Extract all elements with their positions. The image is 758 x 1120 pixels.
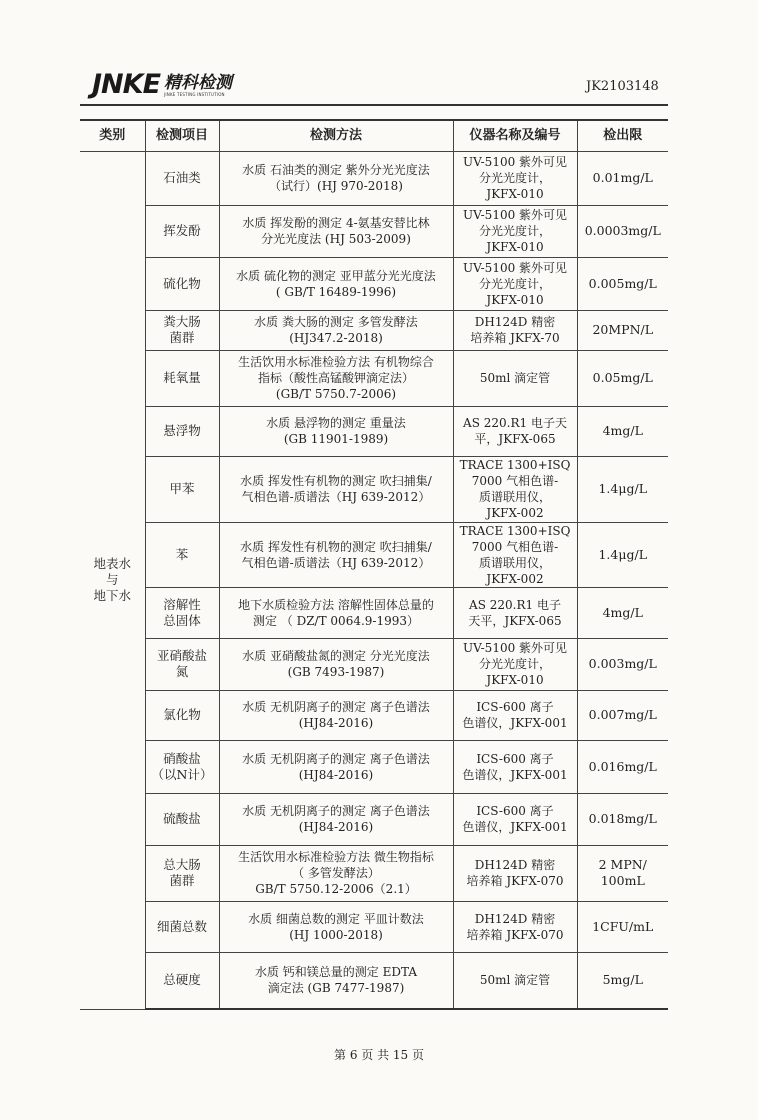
limit-cell: 5mg/L xyxy=(577,952,668,1009)
limit-cell: 20MPN/L xyxy=(577,310,668,350)
table-row xyxy=(80,151,668,205)
table-row xyxy=(80,456,668,522)
table-row xyxy=(80,793,668,845)
method-cell: 生活饮用水标准检验方法 有机物综合 指标（酸性高锰酸钾滴定法） (GB/T 5750.7-2006) xyxy=(219,350,453,406)
table-row xyxy=(80,257,668,310)
method-cell: 水质 悬浮物的测定 重量法 (GB 11901-1989) xyxy=(219,406,453,456)
item-cell: 粪大肠 菌群 xyxy=(145,310,219,350)
method-cell: 水质 无机阴离子的测定 离子色谱法 (HJ84-2016) xyxy=(219,740,453,793)
method-cell: 生活饮用水标准检验方法 微生物指标 （ 多管发酵法） GB/T 5750.12-2006（2.1） xyxy=(219,845,453,901)
column-header-item: 检测项目 xyxy=(145,120,219,151)
instrument-cell: UV-5100 紫外可见 分光光度计， JKFX-010 xyxy=(453,257,577,310)
logo-english-name: JINKE TESTING INSTITUTION xyxy=(164,92,225,97)
column-header-method: 检测方法 xyxy=(219,120,453,151)
table-row xyxy=(80,522,668,587)
company-logo xyxy=(92,69,233,100)
item-cell: 溶解性 总固体 xyxy=(145,587,219,638)
item-cell: 亚硝酸盐 氮 xyxy=(145,638,219,690)
logo-chinese-name: 精科检测 xyxy=(164,73,233,93)
page-number: 第 6 页 共 15 页 xyxy=(334,1048,424,1062)
limit-cell: 4mg/L xyxy=(577,587,668,638)
item-cell: 总大肠 菌群 xyxy=(145,845,219,901)
method-cell: 水质 钙和镁总量的测定 EDTA 滴定法 (GB 7477-1987) xyxy=(219,952,453,1009)
method-cell: 水质 粪大肠的测定 多管发酵法 (HJ347.2-2018) xyxy=(219,310,453,350)
instrument-cell: DH124D 精密 培养箱 JKFX-070 xyxy=(453,845,577,901)
report-number: JK2103148 xyxy=(586,79,659,94)
limit-cell: 0.0003mg/L xyxy=(577,205,668,257)
limit-cell: 2 MPN/ 100mL xyxy=(577,845,668,901)
instrument-cell: ICS-600 离子 色谱仪，JKFX-001 xyxy=(453,690,577,740)
column-header-limit: 检出限 xyxy=(577,120,668,151)
table-row xyxy=(80,406,668,456)
limit-cell: 1.4μg/L xyxy=(577,456,668,522)
item-cell: 总硬度 xyxy=(145,952,219,1009)
table-row xyxy=(80,587,668,638)
instrument-cell: DH124D 精密 培养箱 JKFX-70 xyxy=(453,310,577,350)
method-cell: 水质 挥发酚的测定 4-氨基安替比林 分光光度法 (HJ 503-2009) xyxy=(219,205,453,257)
header-divider xyxy=(80,104,668,106)
item-cell: 硫化物 xyxy=(145,257,219,310)
limit-cell: 0.016mg/L xyxy=(577,740,668,793)
category-cell: 地表水 与 地下水 xyxy=(80,151,145,1009)
instrument-cell: DH124D 精密 培养箱 JKFX-070 xyxy=(453,901,577,952)
method-cell: 地下水质检验方法 溶解性固体总量的 测定 （ DZ/T 0064.9-1993） xyxy=(219,587,453,638)
item-cell: 悬浮物 xyxy=(145,406,219,456)
method-cell: 水质 挥发性有机物的测定 吹扫捕集/ 气相色谱-质谱法（HJ 639-2012） xyxy=(219,522,453,587)
limit-cell: 0.05mg/L xyxy=(577,350,668,406)
instrument-cell: UV-5100 紫外可见 分光光度计， JKFX-010 xyxy=(453,151,577,205)
instrument-cell: AS 220.R1 电子 天平，JKFX-065 xyxy=(453,587,577,638)
method-cell: 水质 亚硝酸盐氮的测定 分光光度法 (GB 7493-1987) xyxy=(219,638,453,690)
method-cell: 水质 无机阴离子的测定 离子色谱法 (HJ84-2016) xyxy=(219,793,453,845)
limit-cell: 0.01mg/L xyxy=(577,151,668,205)
table-header-row xyxy=(80,120,668,151)
table-row xyxy=(80,901,668,952)
table-row xyxy=(80,205,668,257)
table-row xyxy=(80,310,668,350)
limit-cell: 1CFU/mL xyxy=(577,901,668,952)
method-cell: 水质 硫化物的测定 亚甲蓝分光光度法 ( GB/T 16489-1996) xyxy=(219,257,453,310)
table-row xyxy=(80,638,668,690)
limit-cell: 1.4μg/L xyxy=(577,522,668,587)
table-row xyxy=(80,845,668,901)
instrument-cell: UV-5100 紫外可见 分光光度计， JKFX-010 xyxy=(453,205,577,257)
item-cell: 耗氧量 xyxy=(145,350,219,406)
logo-mark: JNKE xyxy=(92,69,161,100)
column-header-instrument: 仪器名称及编号 xyxy=(453,120,577,151)
method-cell: 水质 挥发性有机物的测定 吹扫捕集/ 气相色谱-质谱法（HJ 639-2012） xyxy=(219,456,453,522)
instrument-cell: TRACE 1300+ISQ 7000 气相色谱- 质谱联用仪， JKFX-002 xyxy=(453,522,577,587)
limit-cell: 0.003mg/L xyxy=(577,638,668,690)
table-row xyxy=(80,350,668,406)
table-row xyxy=(80,740,668,793)
table-row xyxy=(80,952,668,1009)
item-cell: 甲苯 xyxy=(145,456,219,522)
method-cell: 水质 细菌总数的测定 平皿计数法 (HJ 1000-2018) xyxy=(219,901,453,952)
column-header-category: 类别 xyxy=(80,120,145,151)
instrument-cell: ICS-600 离子 色谱仪，JKFX-001 xyxy=(453,793,577,845)
item-cell: 细菌总数 xyxy=(145,901,219,952)
limit-cell: 4mg/L xyxy=(577,406,668,456)
method-cell: 水质 石油类的测定 紫外分光光度法 （试行）(HJ 970-2018) xyxy=(219,151,453,205)
instrument-cell: ICS-600 离子 色谱仪，JKFX-001 xyxy=(453,740,577,793)
item-cell: 硫酸盐 xyxy=(145,793,219,845)
instrument-cell: 50ml 滴定管 xyxy=(453,952,577,1009)
item-cell: 硝酸盐 （以N计） xyxy=(145,740,219,793)
limit-cell: 0.005mg/L xyxy=(577,257,668,310)
instrument-cell: UV-5100 紫外可见 分光光度计， JKFX-010 xyxy=(453,638,577,690)
item-cell: 挥发酚 xyxy=(145,205,219,257)
item-cell: 氯化物 xyxy=(145,690,219,740)
limit-cell: 0.018mg/L xyxy=(577,793,668,845)
table-row xyxy=(80,690,668,740)
instrument-cell: 50ml 滴定管 xyxy=(453,350,577,406)
item-cell: 苯 xyxy=(145,522,219,587)
item-cell: 石油类 xyxy=(145,151,219,205)
instrument-cell: AS 220.R1 电子天 平，JKFX-065 xyxy=(453,406,577,456)
method-cell: 水质 无机阴离子的测定 离子色谱法 (HJ84-2016) xyxy=(219,690,453,740)
test-methods-table xyxy=(80,119,668,1010)
limit-cell: 0.007mg/L xyxy=(577,690,668,740)
instrument-cell: TRACE 1300+ISQ 7000 气相色谱- 质谱联用仪， JKFX-002 xyxy=(453,456,577,522)
